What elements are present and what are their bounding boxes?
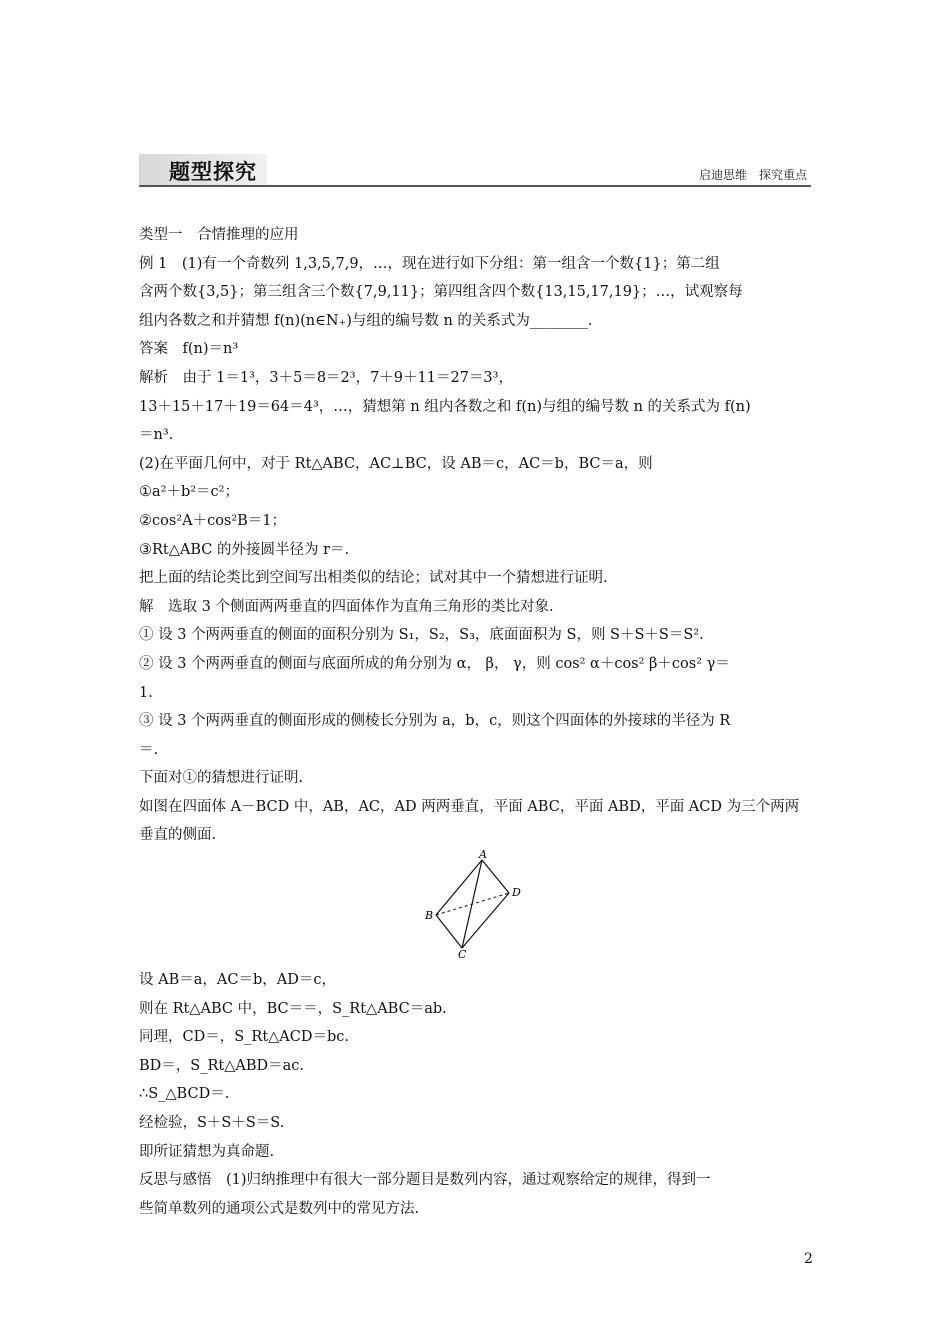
text-line: ②cos²A＋cos²B＝1； xyxy=(139,512,287,529)
text-line: ③ 设 3 个两两垂直的侧面形成的侧棱长分别为 a，b，c，则这个四面体的外接球的半径为 R xyxy=(139,713,731,730)
edge-ab xyxy=(436,860,482,915)
text-line: 经检验，S＋S＋S＝S. xyxy=(139,1115,285,1132)
vertex-label-d: D xyxy=(512,886,521,900)
text-line: 则在 Rt△ABC 中，BC＝＝，S_Rt△ABC＝ab. xyxy=(139,1000,447,1017)
text-line: (2)在平面几何中，对于 Rt△ABC，AC⊥BC，设 AB＝c，AC＝b，BC＝a，则 xyxy=(139,455,653,472)
text-line: 含两个数{3,5}；第三组含三个数{7,9,11}；第四组含四个数{13,15,17,19}；…，试观察每 xyxy=(139,284,743,301)
tetrahedron-diagram xyxy=(139,850,811,966)
text-line: 13＋15＋17＋19＝64＝4³，…，猜想第 n 组内各数之和 f(n)与组的编号数 n 的关系式为 f(n) xyxy=(139,398,751,415)
text-line: 1. xyxy=(139,684,153,701)
section-title: 题型探究 xyxy=(169,160,257,184)
text-line: ① 设 3 个两两垂直的侧面的面积分别为 S₁，S₂，S₃，底面面积为 S，则 S＋S＋S＝S². xyxy=(139,627,704,644)
section-title-tab xyxy=(139,154,267,187)
text-line: ③Rt△ABC 的外接圆半径为 r＝. xyxy=(139,541,350,558)
text-line: ＝n³. xyxy=(139,427,174,444)
text-line: 组内各数之和并猜想 f(n)(n∈N₊)与组的编号数 n 的关系式为________. xyxy=(139,312,593,329)
text-line: 解 选取 3 个侧面两两垂直的四面体作为直角三角形的类比对象. xyxy=(139,598,554,615)
document-body xyxy=(139,221,811,1223)
text-line: 设 AB＝a，AC＝b，AD＝c， xyxy=(139,972,336,989)
vertex-label-c: C xyxy=(458,948,467,959)
text-line: 答案 f(n)＝n³ xyxy=(139,341,239,358)
text-line: ①a²＋b²＝c²； xyxy=(139,484,239,501)
edge-bc xyxy=(436,915,462,948)
text-line: BD＝，S_Rt△ABD＝ac. xyxy=(139,1057,304,1074)
text-line: 同理，CD＝，S_Rt△ACD＝bc. xyxy=(139,1029,350,1046)
header-rule xyxy=(139,185,811,187)
edge-ad xyxy=(482,860,509,893)
text-line: 解析 由于 1＝1³，3＋5＝8＝2³，7＋9＋11＝27＝3³， xyxy=(139,369,513,386)
text-line: ② 设 3 个两两垂直的侧面与底面所成的角分别为 α， β， γ，则 cos² α＋cos² β＋cos² γ＝ xyxy=(139,655,730,672)
edge-bd-hidden xyxy=(436,893,509,915)
section-header xyxy=(139,154,811,187)
text-line: 反思与感悟 (1)归纳推理中有很大一部分题目是数列内容，通过观察给定的规律，得到一 xyxy=(139,1172,711,1189)
text-line: 如图在四面体 A－BCD 中，AB，AC，AD 两两垂直，平面 ABC，平面 ABD，平面 ACD 为三个两两 xyxy=(139,798,800,815)
text-line: 些简单数列的通项公式是数列中的常见方法. xyxy=(139,1200,420,1217)
tetrahedron-figure xyxy=(424,850,534,958)
edge-cd xyxy=(462,893,509,948)
vertex-label-a: A xyxy=(479,850,487,862)
text-line: ＝. xyxy=(139,741,159,758)
text-line: 例 1 (1)有一个奇数列 1,3,5,7,9，…，现在进行如下分组：第一组含一个数{1}；第二组 xyxy=(139,255,720,272)
vertex-label-b: B xyxy=(425,909,434,923)
text-line: 下面对①的猜想进行证明. xyxy=(139,770,304,787)
text-line: ∴S_△BCD＝. xyxy=(139,1086,230,1103)
section-subtitle: 启迪思维 探究重点 xyxy=(698,168,807,182)
text-line: 即所证猜想为真命题. xyxy=(139,1143,275,1160)
text-line: 垂直的侧面. xyxy=(139,827,217,844)
text-line: 类型一 合情推理的应用 xyxy=(139,227,299,243)
page-number: 2 xyxy=(804,1251,813,1267)
text-line: 把上面的结论类比到空间写出相类似的结论；试对其中一个猜想进行证明. xyxy=(139,570,608,587)
